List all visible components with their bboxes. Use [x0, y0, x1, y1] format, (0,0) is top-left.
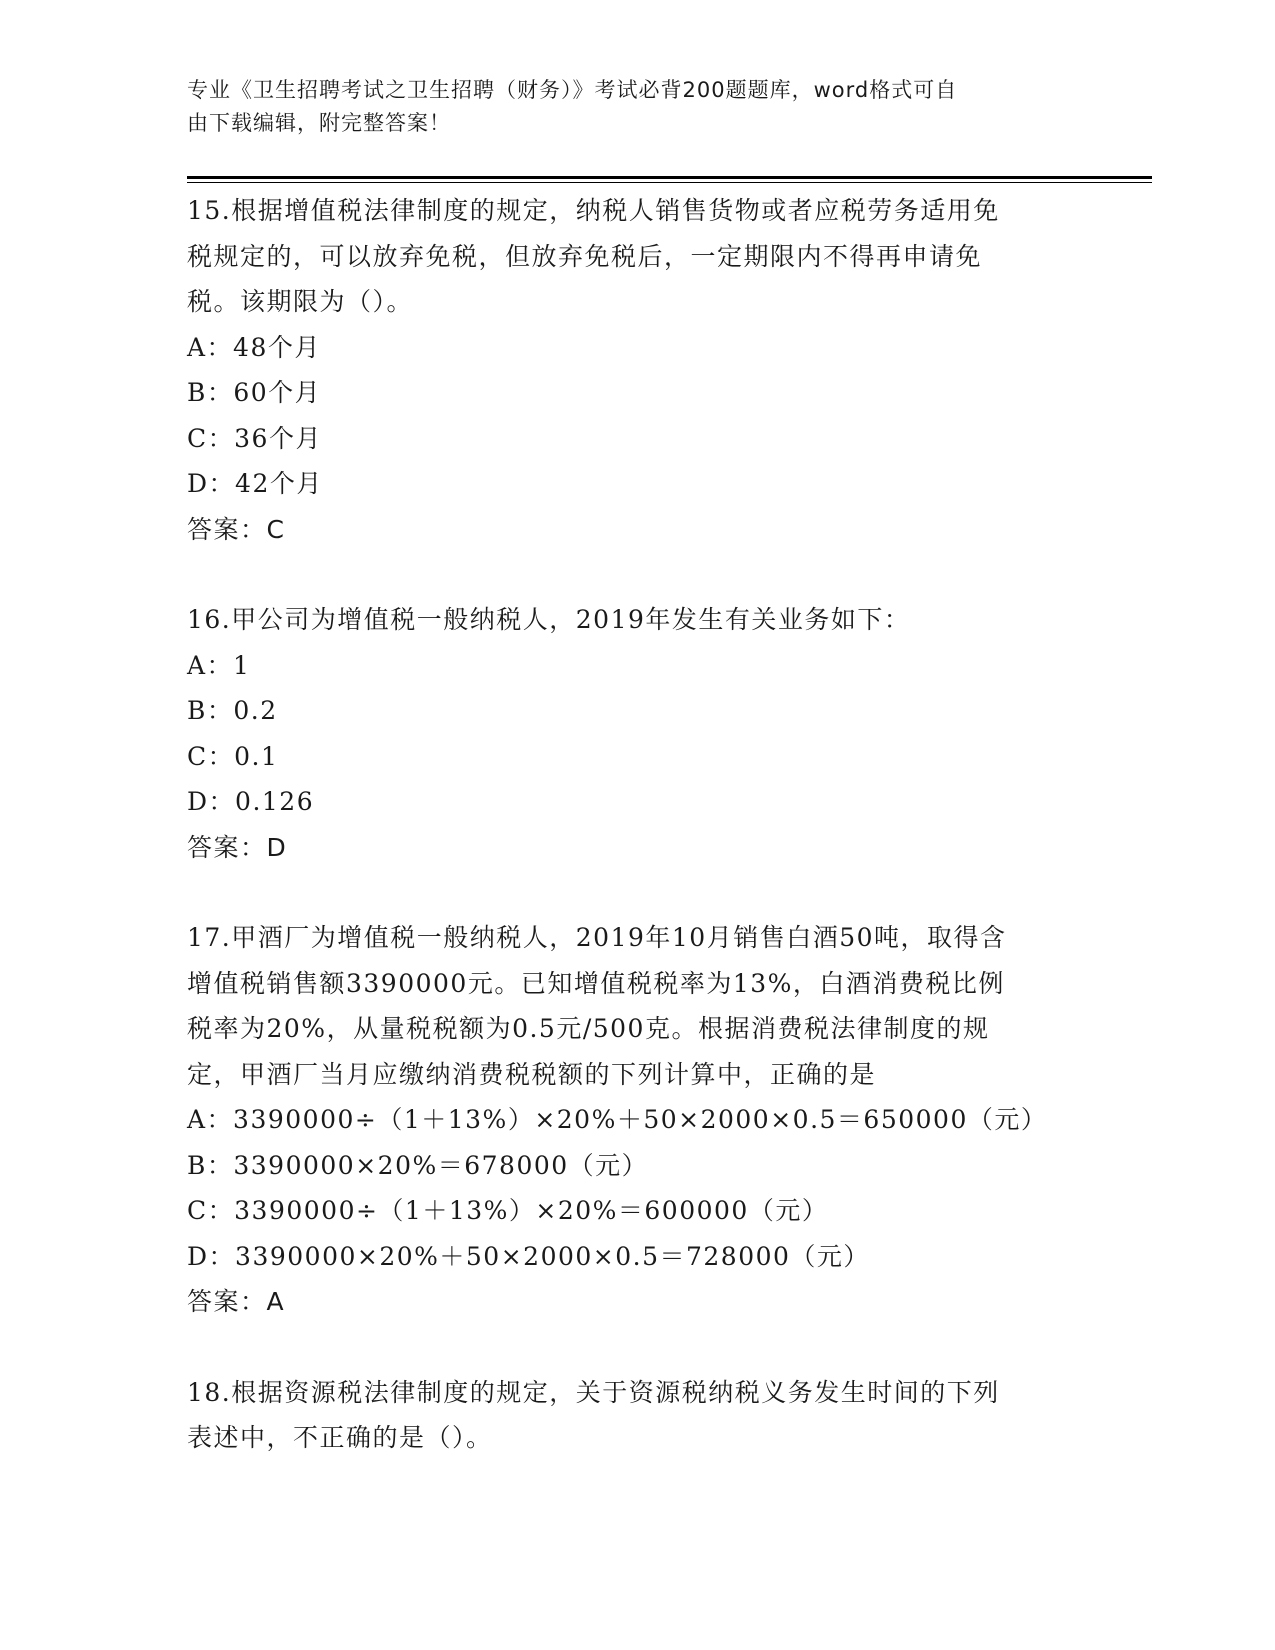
- option-a: A：48个月: [187, 332, 321, 362]
- question-list: [187, 188, 1087, 1461]
- question-stem: 税率为20%，从量税税额为0.5元/500克。根据消费税法律制度的规: [187, 1014, 990, 1043]
- header-divider: [187, 176, 1152, 179]
- answer-line: 答案：C: [187, 514, 286, 544]
- option-c: C：0.1: [187, 741, 279, 771]
- question-stem: 16.甲公司为增值税一般纳税人，2019年发生有关业务如下：: [187, 605, 911, 634]
- answer-line: 答案：A: [187, 1287, 286, 1316]
- question-block: [187, 597, 1087, 870]
- option-c: C：3390000÷（1＋13%）×20%＝600000（元）: [187, 1196, 829, 1225]
- option-c: C：36个月: [187, 423, 322, 453]
- question-block: [187, 1370, 1087, 1461]
- option-b: B：3390000×20%＝678000（元）: [187, 1150, 649, 1180]
- option-d: D：0.126: [187, 787, 315, 816]
- question-stem: 增值税销售额3390000元。已知增值税税率为13%，白酒消费税比例: [187, 968, 1005, 998]
- document-header: [187, 74, 1087, 140]
- spacer: [187, 870, 1087, 915]
- question-stem: 税规定的，可以放弃免税，但放弃免税后，一定期限内不得再申请免: [187, 241, 983, 271]
- question-stem: 税。该期限为（）。: [187, 287, 414, 316]
- question-block: [187, 188, 1087, 552]
- spacer: [187, 552, 1087, 597]
- question-block: [187, 915, 1087, 1325]
- question-stem: 15.根据增值税法律制度的规定，纳税人销售货物或者应税劳务适用免: [187, 196, 1000, 225]
- header-line: 专业《卫生招聘考试之卫生招聘（财务）》考试必背200题题库，word格式可自: [187, 78, 958, 102]
- question-stem: 定，甲酒厂当月应缴纳消费税税额的下列计算中，正确的是: [187, 1059, 877, 1089]
- header-line: 由下载编辑，附完整答案！: [187, 111, 451, 135]
- spacer: [187, 1325, 1087, 1370]
- option-b: B：0.2: [187, 696, 278, 725]
- option-d: D：42个月: [187, 469, 323, 498]
- option-a: A：1: [187, 650, 251, 680]
- answer-line: 答案：D: [187, 832, 288, 862]
- option-d: D：3390000×20%＋50×2000×0.5＝728000（元）: [187, 1241, 870, 1271]
- question-stem: 18.根据资源税法律制度的规定，关于资源税纳税义务发生时间的下列: [187, 1377, 1000, 1407]
- option-a: A：3390000÷（1＋13%）×20%＋50×2000×0.5＝650000（元）: [187, 1105, 1048, 1134]
- question-stem: 17.甲酒厂为增值税一般纳税人，2019年10月销售白酒50吨，取得含: [187, 923, 1007, 952]
- question-stem: 表述中，不正确的是（）。: [187, 1423, 493, 1452]
- option-b: B：60个月: [187, 378, 322, 407]
- header-divider-thin: [187, 182, 1152, 183]
